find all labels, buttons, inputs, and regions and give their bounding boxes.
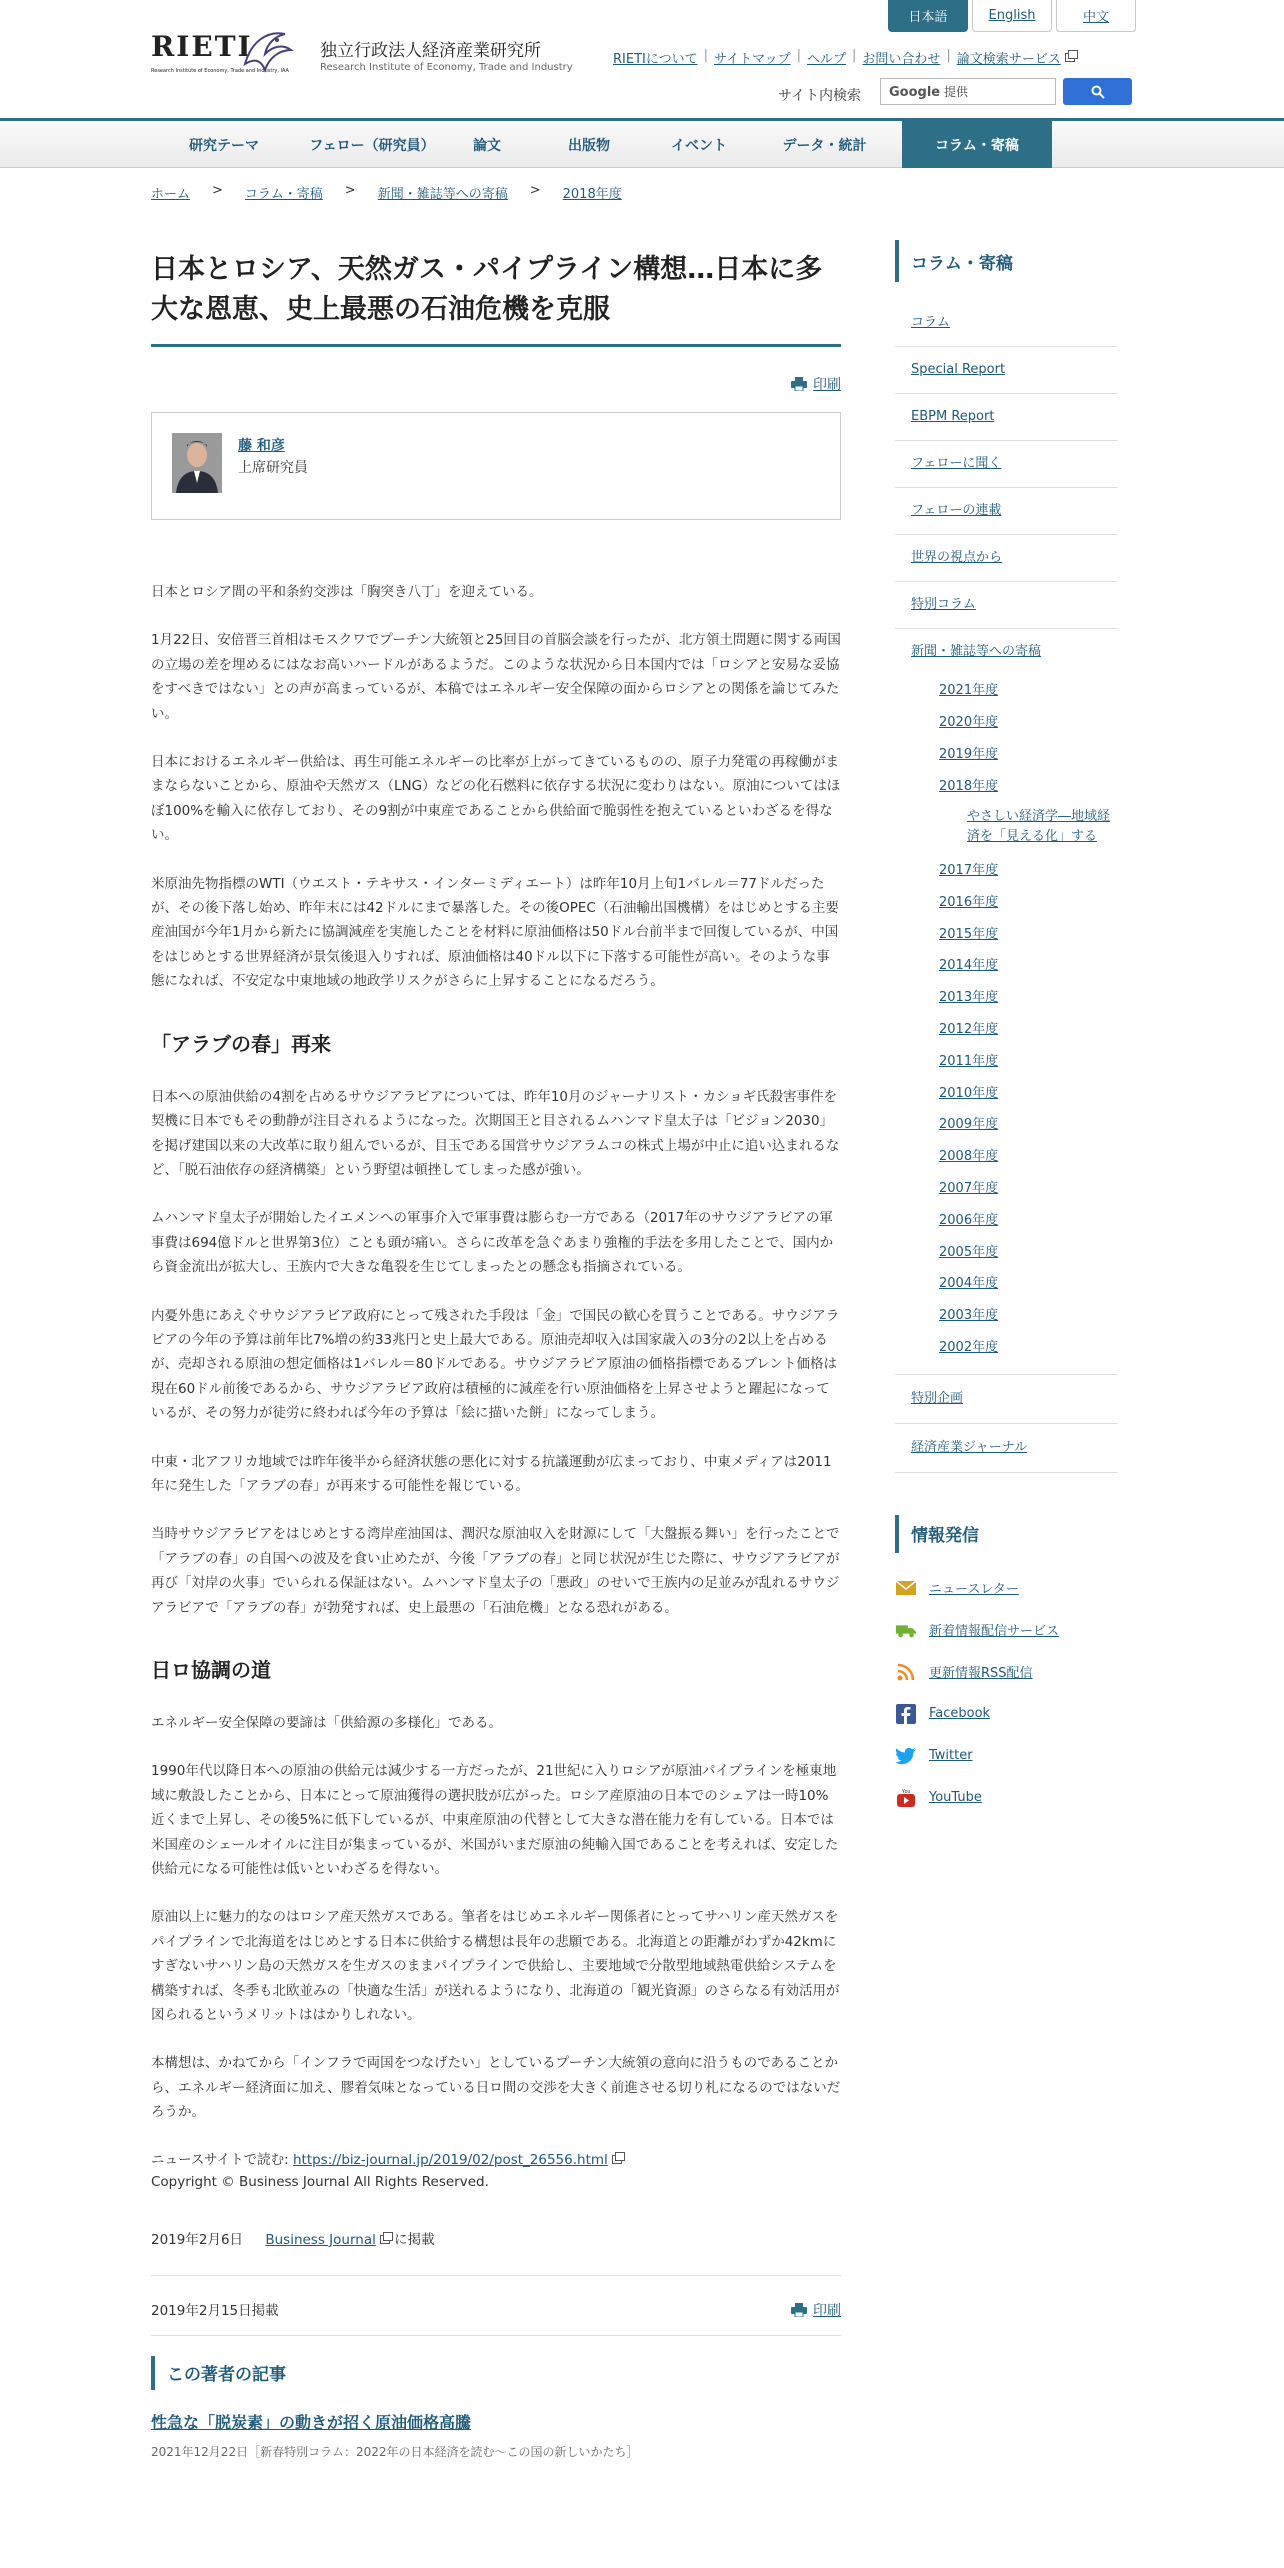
breadcrumb-2018[interactable]: 2018年度	[562, 187, 622, 202]
info-rss[interactable]: 更新情報RSS配信	[895, 1651, 1117, 1693]
related-article-meta: 2021年12月22日［新春特別コラム：2022年の日本経済を読む～この国の新しいかたち］	[151, 2444, 639, 2459]
info-list	[895, 1567, 1117, 1819]
nav-data-stats[interactable]: データ・統計	[782, 137, 867, 154]
sidebar-year[interactable]: 2016年度	[939, 894, 999, 910]
news-source: ニュースサイトで読む: https://biz-journal.jp/2019/02/post_26556.html	[151, 2149, 841, 2171]
nav-research-themes[interactable]: 研究テーマ	[189, 137, 259, 154]
global-nav	[0, 118, 1284, 168]
nav-publications[interactable]: 出版物	[568, 137, 610, 154]
sidebar-year[interactable]: 2010年度	[939, 1085, 999, 1101]
paragraph: 日本への原油供給の4割を占めるサウジアラビアについては、昨年10月のジャーナリスト・カショギ氏殺害事件を契機に日本でもその動静が注目されるようになった。次期国王と目されるムハンマド皇太子は「ビジョン2030」を掲げ建国以来の大改革に取り組んでいるが、目玉である国営サウジアラムコの株式上場が中止に追い込まれるなど、「脱石油依存の経済構築」という野望は頓挫してしまった感が強い。	[151, 1088, 840, 1178]
related-article-link[interactable]: 性急な「脱炭素」の動きが招く原油価格高騰	[151, 2412, 472, 2432]
site-search-label: サイト内検索	[778, 88, 862, 104]
sidebar-item-special-feature[interactable]: 特別企画	[895, 1375, 1117, 1424]
news-source-link[interactable]: https://biz-journal.jp/2019/02/post_26556.html	[292, 2151, 608, 2168]
sidebar-year[interactable]: 2006年度	[939, 1212, 999, 1228]
print-button[interactable]: 印刷	[791, 374, 841, 394]
paragraph: 内憂外患にあえぐサウジアラビア政府にとって残された手段は「金」で国民の歓心を買うことである。サウジアラビアの今年の予算は前年比7%増の約33兆円と史上最大である。原油売却収入は国家歳入の3分の2以上を占めるが、売却される原油の想定価格は1バレル＝80ドルである。サウジアラビア原油の価格指標であるブレント価格は現在60ドル前後であるから、サウジアラビア政府は積極的に減産を行い原油価格を上昇させようと躍起になっているが、その努力が徒労に終われば今年の予算は「絵に描いた餅」になってしまう。	[151, 1307, 840, 1422]
author-card	[151, 412, 841, 520]
posted-date: 2019年2月15日掲載	[151, 2302, 279, 2319]
sidebar-item-ebpm-report[interactable]: EBPM Report	[895, 394, 1117, 441]
external-link-icon	[1065, 50, 1079, 62]
lang-en-button[interactable]: English	[972, 0, 1052, 32]
related-heading: この著者の記事	[151, 2356, 841, 2390]
sidebar-item-ask-fellow[interactable]: フェローに聞く	[895, 441, 1117, 488]
section-heading: 「アラブの春」再来	[151, 1031, 331, 1056]
sidebar-year[interactable]: 2008年度	[939, 1149, 999, 1165]
sidebar-year[interactable]: 2005年度	[939, 1244, 999, 1260]
paragraph: 日本におけるエネルギー供給は、再生可能エネルギーの比率が上がってきているものの、原子力発電の再稼働がままならないことから、原油や天然ガス（LNG）などの化石燃料に依存する状況に変わりはない。原油についてはほぼ100%を輸入に依存しており、その9割が中東産であることから供給面で脆弱性を抱えているといわざるを得ない。	[151, 754, 841, 844]
related-articles	[151, 2335, 841, 2460]
external-link-icon	[380, 2232, 394, 2244]
sidebar-item-column[interactable]: コラム	[895, 300, 1117, 347]
breadcrumb: ホーム > コラム・寄稿 > 新聞・雑誌等への寄稿 > 2018年度	[151, 183, 622, 202]
site-search-input[interactable]: Google 提供	[880, 78, 1056, 105]
sidebar-year-current[interactable]: 2018年度	[939, 779, 999, 794]
sidebar-item-special-report[interactable]: Special Report	[895, 347, 1117, 394]
print-button-bottom[interactable]: 印刷	[791, 2300, 841, 2320]
article-main	[151, 250, 841, 2459]
info-new-arrivals[interactable]: 新着情報配信サービス	[895, 1609, 1117, 1651]
nav-events[interactable]: イベント	[671, 137, 727, 154]
breadcrumb-contributions[interactable]: 新聞・雑誌等への寄稿	[377, 187, 508, 202]
sidebar-year-list	[895, 675, 1117, 1375]
sidebar-sub-item[interactable]: やさしい経済学―地域経済を「見える化」する	[967, 809, 1111, 844]
author-role: 上席研究員	[238, 460, 308, 476]
breadcrumb-columns[interactable]: コラム・寄稿	[244, 187, 323, 202]
section-heading: 日ロ協調の道	[151, 1658, 271, 1682]
sidebar-year[interactable]: 2015年度	[939, 926, 999, 942]
page-title: 日本とロシア、天然ガス・パイプライン構想…日本に多大な恩恵、史上最悪の石油危機を克服	[151, 250, 841, 347]
mail-icon	[895, 1580, 917, 1596]
copyright: Copyright © Business Journal All Rights Reserved.	[151, 2173, 489, 2190]
nav-columns[interactable]: コラム・寄稿	[902, 121, 1052, 168]
sidebar-year[interactable]: 2013年度	[939, 990, 999, 1006]
sidebar-nav	[895, 300, 1117, 1473]
printer-icon	[791, 2303, 807, 2317]
nav-fellows[interactable]: フェロー（研究員）	[309, 137, 435, 154]
facebook-icon	[896, 1704, 916, 1724]
publication-info: 2019年2月6日 Business Journal に掲載	[151, 2231, 435, 2248]
paragraph: 米原油先物指標のWTI（ウエスト・テキサス・インターミディエート）は昨年10月上旬1バレル＝77ドルだったが、その後下落し始め、昨年末には42ドルにまで暴落した。その後OPEC（石油輸出国機構）をはじめとする主要産油国が今年1月から新たに協調減産を実施したことを材料に原油価格は50ドル台前半まで回復しているが、中国をはじめとする世界経済が景気後退入りすれば、原油価格は40ドル以下に下落する可能性が高い。そのような事態になれば、不安定な中東地域の地政学リスクがさらに上昇することになるだろう。	[151, 875, 839, 990]
article-body	[151, 580, 841, 2460]
paragraph: 1月22日、安倍晋三首相はモスクワでプーチン大統領と25回目の首脳会談を行ったが、北方領土問題に関する両国の立場の差を埋めるにはなお高いハードルがあるようだ。このような状況から日本国内では「ロシアと安易な妥協をすべきではない」との声が高まっているが、本稿ではエネルギー安全保障の面からロシアとの関係を論じてみたい。	[151, 632, 841, 722]
org-name-ja: 独立行政法人経済産業研究所	[320, 41, 541, 61]
sidebar-year[interactable]: 2003年度	[939, 1308, 999, 1324]
sidebar-year[interactable]: 2009年度	[939, 1117, 999, 1133]
util-link-sitemap[interactable]: サイトマップ	[714, 52, 791, 67]
logo-bird-icon	[237, 24, 297, 74]
sidebar-year[interactable]: 2012年度	[939, 1021, 999, 1037]
publication-source-link[interactable]: Business Journal	[265, 2231, 376, 2248]
sidebar	[895, 240, 1117, 1819]
external-link-icon	[612, 2152, 626, 2164]
truck-icon	[895, 1621, 917, 1639]
utility-links: RIETIについて | サイトマップ | ヘルプ | お問い合わせ | 論文検索サービス	[613, 48, 1079, 67]
lang-ja-button[interactable]: 日本語	[888, 0, 968, 32]
lang-zh-button[interactable]: 中文	[1056, 0, 1136, 32]
sidebar-year[interactable]: 2011年度	[939, 1053, 999, 1069]
sidebar-item-fellow-series[interactable]: フェローの連載	[895, 488, 1117, 535]
util-link-about[interactable]: RIETIについて	[613, 52, 698, 67]
sidebar-year[interactable]: 2021年度	[939, 683, 999, 698]
sidebar-year[interactable]: 2017年度	[939, 863, 999, 878]
youtube-icon	[896, 1788, 916, 1808]
paragraph: 中東・北アフリカ地域では昨年後半から経済状態の悪化に対する抗議運動が広まっており、中東メディアは2011年に発生した「アラブの春」が再来する可能性を報じている。	[151, 1453, 832, 1494]
paragraph: 日本とロシア間の平和条約交渉は「胸突き八丁」を迎えている。	[151, 584, 543, 600]
twitter-icon	[895, 1747, 917, 1765]
util-link-paper-search[interactable]: 論文検索サービス	[956, 52, 1061, 67]
paragraph: 1990年代以降日本への原油の供給元は減少する一方だったが、21世紀に入りロシアが原油パイプラインを極東地域に敷設したことから、日本にとって原油獲得の選択肢が広がった。ロシア産原油の日本でのシェアは一時10%近くまで上昇し、その後5%に低下しているが、中東産原油の代替として大きな潜在能力を有している。日本では米国産のシェールオイルに注目が集まっているが、米国がいまだ原油の純輸入国であることを考えれば、安定した供給元になる可能性は低いといわざるを得ない。	[151, 1763, 839, 1878]
sidebar-year[interactable]: 2019年度	[939, 747, 999, 762]
language-switcher	[884, 0, 1136, 32]
paragraph: エネルギー安全保障の要諦は「供給源の多様化」である。	[151, 1715, 502, 1731]
sidebar-item-special-column[interactable]: 特別コラム	[895, 582, 1117, 629]
util-link-help[interactable]: ヘルプ	[806, 52, 846, 67]
sidebar-year[interactable]: 2020年度	[939, 715, 999, 730]
sidebar-year[interactable]: 2004年度	[939, 1276, 999, 1292]
rieti-logo[interactable]	[151, 24, 299, 78]
org-name-en: Research Institute of Economy, Trade and Industry	[320, 62, 573, 73]
info-youtube[interactable]: You YouTube	[895, 1777, 1117, 1819]
sidebar-year[interactable]: 2007年度	[939, 1180, 999, 1196]
sidebar-heading: コラム・寄稿	[895, 240, 1117, 282]
author-name-link[interactable]: 藤 和彦	[238, 438, 285, 454]
info-facebook[interactable]: Facebook	[895, 1693, 1117, 1735]
printer-icon	[791, 377, 807, 391]
rss-icon	[897, 1663, 915, 1681]
paragraph: 本構想は、かねてから「インフラで両国をつなげたい」としているプーチン大統領の意向に沿うものであることから、エネルギー経済面に加え、膠着気味となっている日ロ間の交渉を大きく前進させる切り札になるのではないだろうか。	[151, 2055, 841, 2121]
sidebar-year[interactable]: 2014年度	[939, 958, 999, 974]
nav-papers[interactable]: 論文	[473, 137, 501, 154]
site-header	[0, 0, 1284, 118]
util-link-contact[interactable]: お問い合わせ	[862, 52, 941, 67]
info-twitter[interactable]: Twitter	[895, 1735, 1117, 1777]
paragraph: 原油以上に魅力的なのはロシア産天然ガスである。筆者をはじめエネルギー関係者にとってサハリン産天然ガスをパイプラインで北海道をはじめとする日本に供給する構想は長年の悲願である。北海道との距離がわずか42kmにすぎないサハリン島の天然ガスを生ガスのままパイプラインで供給し、主要地域で分散型地域熱電供給システムを構築すれば、冬季も北欧並みの「快適な生活」が送れるようになり、北海道の「観光資源」のさらなる有効活用が図られるというメリットははかりしれない。	[151, 1909, 840, 2024]
logo-text: RIETI	[151, 30, 253, 63]
search-button[interactable]	[1063, 78, 1132, 105]
sidebar-item-world-view[interactable]: 世界の視点から	[895, 535, 1117, 582]
sidebar-item-journal[interactable]: 経済産業ジャーナル	[895, 1424, 1117, 1473]
sidebar-item-contributions[interactable]: 新聞・雑誌等への寄稿	[911, 644, 1042, 659]
posted-row	[151, 2275, 841, 2331]
breadcrumb-home[interactable]: ホーム	[151, 187, 191, 202]
author-photo[interactable]	[172, 433, 222, 493]
paragraph: 当時サウジアラビアをはじめとする湾岸産油国は、潤沢な原油収入を財源にして「大盤振る舞い」を行ったことで「アラブの春」の自国への波及を食い止めたが、今後「アラブの春」と同じ状況が生じた際に、サウジアラビアが再び「対岸の火事」でいられる保証はない。ムハンマド皇太子の「悪政」のせいで王族内の足並みが乱れるサウジアラビアで「アラブの春」が勃発すれば、史上最悪の「石油危機」となる恐れがある。	[151, 1526, 840, 1616]
svg-text:You: You	[901, 1788, 911, 1795]
logo-subtitle: Research Institute of Economy, Trade and Industry, IAA	[151, 68, 289, 74]
info-heading: 情報発信	[895, 1515, 1117, 1553]
info-newsletter[interactable]: ニュースレター	[895, 1567, 1117, 1609]
search-icon	[1091, 85, 1105, 99]
sidebar-year[interactable]: 2002年度	[895, 1332, 1117, 1375]
paragraph: ムハンマド皇太子が開始したイエメンへの軍事介入で軍事費は膨らむ一方である（2017年のサウジアラビアの軍事費は694億ドルと世界第3位）ことも頭が痛い。さらに改革を急ぐあまり強権的手法を多用したことで、国内から資金流出が拡大し、王族内で大きな亀裂を生じてしまったとの懸念も指摘されている。	[151, 1210, 834, 1276]
